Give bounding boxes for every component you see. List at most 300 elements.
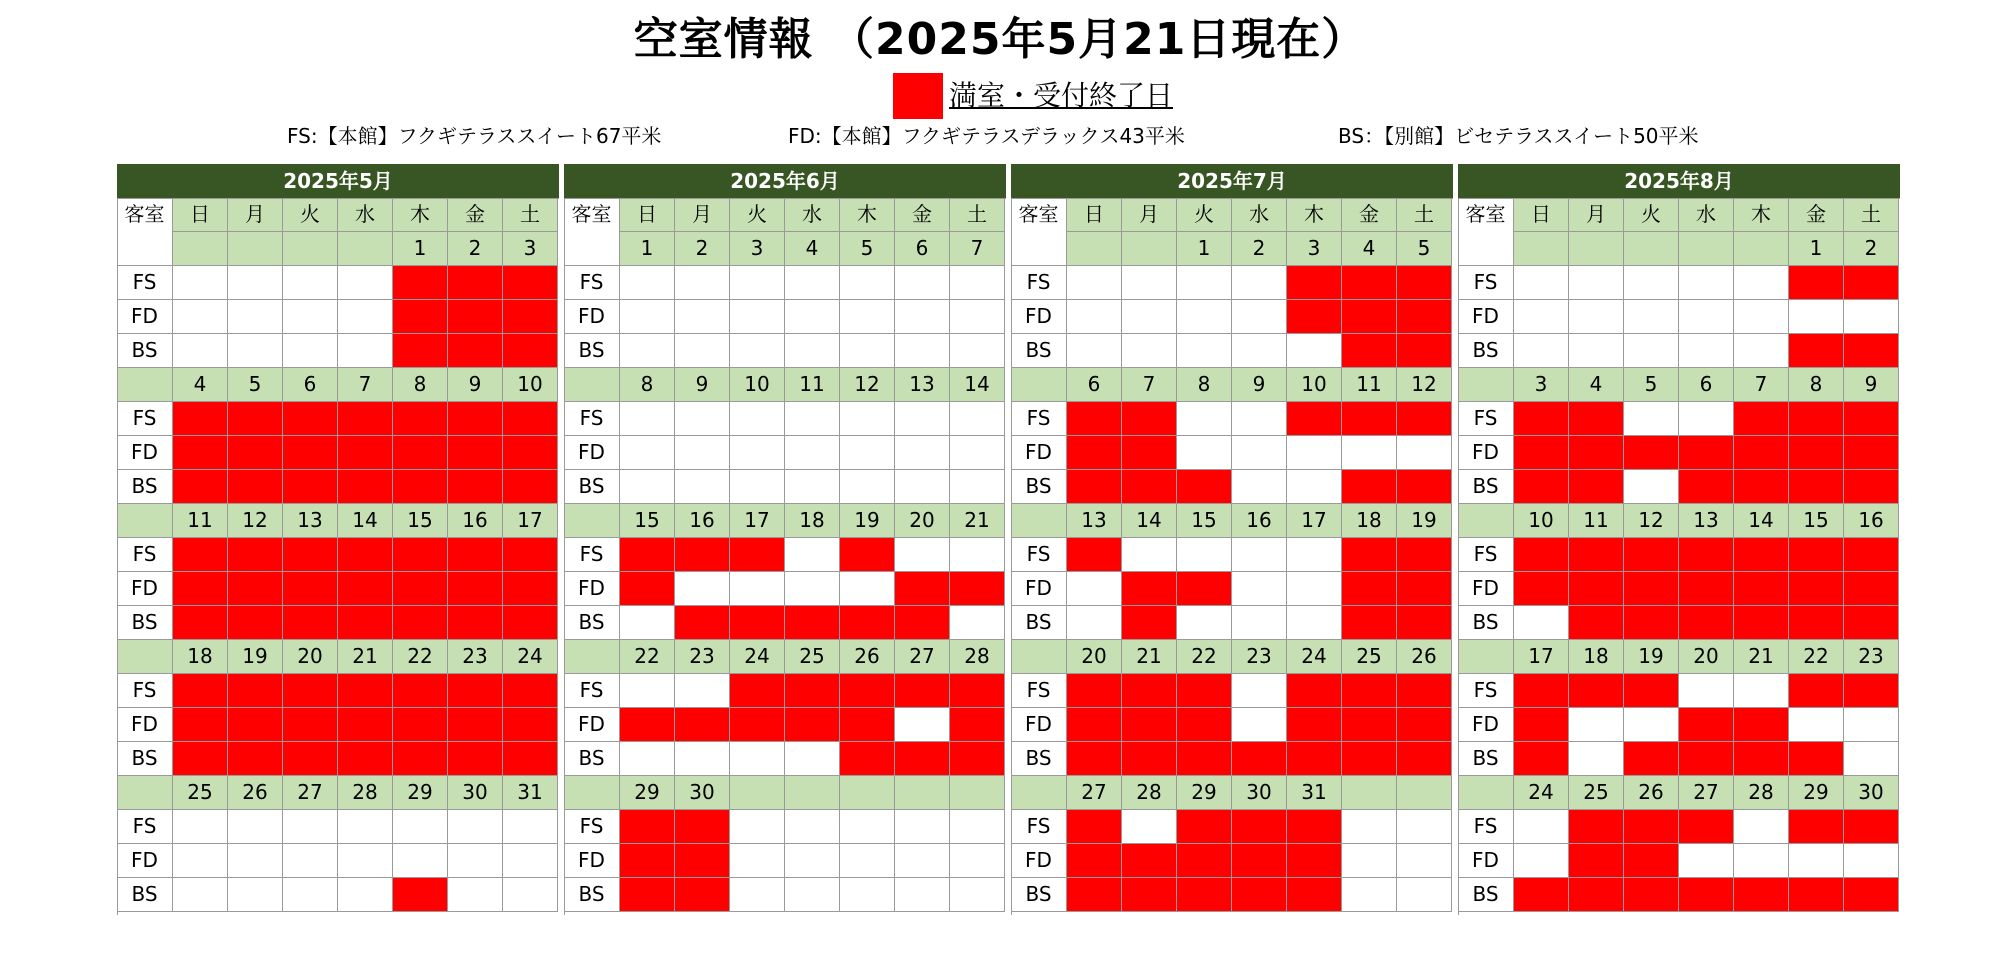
month-header: 2025年5月 — [117, 164, 559, 198]
room-full-cell — [1232, 810, 1287, 844]
date-cell: 22 — [1177, 640, 1232, 674]
room-full-cell — [448, 470, 503, 504]
room-full-cell — [1514, 708, 1569, 742]
room-available-cell — [393, 844, 448, 878]
room-full-cell — [228, 436, 283, 470]
date-cell: 27 — [1067, 776, 1122, 810]
room-definition-bs: BS：【別館】ビセテラススイート50平米 — [1338, 124, 1699, 148]
room-available-cell — [730, 436, 785, 470]
room-code-label: FD — [564, 844, 620, 878]
room-full-cell — [1067, 470, 1122, 504]
room-full-cell — [503, 606, 558, 640]
room-full-cell — [448, 742, 503, 776]
weekday-header: 水 — [785, 198, 840, 232]
room-full-cell — [393, 470, 448, 504]
weekday-header: 月 — [1569, 198, 1624, 232]
room-full-cell — [730, 538, 785, 572]
room-available-cell — [730, 334, 785, 368]
room-available-cell — [730, 572, 785, 606]
room-available-cell — [283, 810, 338, 844]
room-full-cell — [620, 538, 675, 572]
room-full-cell — [1122, 470, 1177, 504]
date-cell: 4 — [1569, 368, 1624, 402]
date-row-spacer — [117, 504, 173, 538]
room-code-label: FD — [117, 844, 173, 878]
weekday-header: 金 — [1789, 198, 1844, 232]
weekday-header: 日 — [1514, 198, 1569, 232]
room-available-cell — [895, 470, 950, 504]
date-cell — [1397, 776, 1452, 810]
room-full-cell — [283, 402, 338, 436]
room-full-cell — [338, 606, 393, 640]
room-code-label: FS — [564, 674, 620, 708]
room-full-cell — [338, 470, 393, 504]
room-full-cell — [675, 708, 730, 742]
date-cell: 25 — [1342, 640, 1397, 674]
room-full-cell — [1789, 436, 1844, 470]
room-full-cell — [620, 708, 675, 742]
room-available-cell — [1287, 572, 1342, 606]
room-available-cell — [840, 300, 895, 334]
room-available-cell — [895, 334, 950, 368]
room-full-cell — [1397, 300, 1452, 334]
room-code-label: BS — [1011, 470, 1067, 504]
room-full-cell — [448, 334, 503, 368]
room-full-cell — [1844, 470, 1899, 504]
room-available-cell — [675, 742, 730, 776]
room-available-cell — [620, 742, 675, 776]
room-full-cell — [1397, 402, 1452, 436]
room-full-cell — [1569, 470, 1624, 504]
room-full-cell — [1342, 300, 1397, 334]
room-full-cell — [1287, 810, 1342, 844]
date-cell: 3 — [1287, 232, 1342, 266]
room-available-cell — [620, 606, 675, 640]
room-available-cell — [620, 674, 675, 708]
room-full-cell — [338, 708, 393, 742]
room-full-cell — [173, 470, 228, 504]
room-full-cell — [895, 742, 950, 776]
room-full-cell — [1177, 844, 1232, 878]
room-full-cell — [503, 334, 558, 368]
room-full-cell — [1397, 708, 1452, 742]
room-full-cell — [1679, 436, 1734, 470]
room-full-cell — [1122, 436, 1177, 470]
date-cell: 30 — [1844, 776, 1899, 810]
room-full-cell — [173, 402, 228, 436]
date-cell: 10 — [1514, 504, 1569, 538]
room-full-cell — [1122, 844, 1177, 878]
room-full-cell — [1342, 606, 1397, 640]
weekday-header: 日 — [1067, 198, 1122, 232]
date-cell: 26 — [1397, 640, 1452, 674]
legend — [893, 73, 1173, 119]
room-full-cell — [393, 674, 448, 708]
room-full-cell — [730, 606, 785, 640]
room-available-cell — [228, 266, 283, 300]
room-available-cell — [338, 810, 393, 844]
room-available-cell — [895, 844, 950, 878]
room-full-cell — [173, 572, 228, 606]
date-cell: 1 — [620, 232, 675, 266]
date-cell: 15 — [393, 504, 448, 538]
date-cell: 19 — [228, 640, 283, 674]
room-full-cell — [1397, 742, 1452, 776]
date-cell: 15 — [1177, 504, 1232, 538]
weekday-header: 土 — [1844, 198, 1899, 232]
room-code-label: FS — [1458, 810, 1514, 844]
room-available-cell — [1397, 844, 1452, 878]
room-full-cell — [338, 538, 393, 572]
date-cell: 13 — [895, 368, 950, 402]
room-available-cell — [730, 402, 785, 436]
room-available-cell — [840, 436, 895, 470]
room-available-cell — [228, 810, 283, 844]
room-full-cell — [730, 708, 785, 742]
date-row-spacer — [1458, 640, 1514, 674]
room-available-cell — [895, 538, 950, 572]
room-full-cell — [448, 402, 503, 436]
room-available-cell — [173, 844, 228, 878]
room-available-cell — [1342, 436, 1397, 470]
room-available-cell — [675, 436, 730, 470]
room-full-cell — [1397, 266, 1452, 300]
room-available-cell — [950, 606, 1005, 640]
room-full-cell — [283, 674, 338, 708]
room-full-cell — [1177, 470, 1232, 504]
weekday-header: 月 — [675, 198, 730, 232]
room-available-cell — [895, 300, 950, 334]
room-full-cell — [228, 742, 283, 776]
room-available-cell — [730, 300, 785, 334]
room-full-cell — [448, 708, 503, 742]
date-row-spacer — [1458, 776, 1514, 810]
room-full-cell — [1844, 538, 1899, 572]
room-code-label: FD — [1011, 708, 1067, 742]
room-code-label: FD — [1458, 572, 1514, 606]
room-available-cell — [1232, 266, 1287, 300]
date-row-spacer — [1011, 504, 1067, 538]
date-cell: 18 — [1342, 504, 1397, 538]
date-cell: 8 — [1789, 368, 1844, 402]
room-full-cell — [1789, 334, 1844, 368]
room-full-cell — [1287, 878, 1342, 912]
room-available-cell — [1397, 436, 1452, 470]
date-cell: 11 — [785, 368, 840, 402]
date-cell: 2 — [1232, 232, 1287, 266]
room-full-cell — [393, 436, 448, 470]
room-available-cell — [1397, 878, 1452, 912]
date-cell: 8 — [1177, 368, 1232, 402]
room-full-cell — [1067, 436, 1122, 470]
room-available-cell — [1569, 708, 1624, 742]
room-available-cell — [950, 266, 1005, 300]
room-code-label: FD — [117, 572, 173, 606]
date-cell: 4 — [785, 232, 840, 266]
room-full-cell — [393, 266, 448, 300]
date-row-spacer — [1458, 368, 1514, 402]
room-available-cell — [1287, 334, 1342, 368]
room-full-cell — [895, 606, 950, 640]
room-available-cell — [1624, 708, 1679, 742]
room-available-cell — [503, 810, 558, 844]
date-cell: 23 — [1232, 640, 1287, 674]
room-available-cell — [173, 810, 228, 844]
date-row-spacer — [1011, 776, 1067, 810]
date-cell: 10 — [1287, 368, 1342, 402]
room-available-cell — [1177, 300, 1232, 334]
date-cell: 12 — [1624, 504, 1679, 538]
room-full-cell — [1734, 606, 1789, 640]
room-full-cell — [1624, 538, 1679, 572]
room-available-cell — [1232, 572, 1287, 606]
room-available-cell — [620, 436, 675, 470]
date-cell: 31 — [1287, 776, 1342, 810]
room-available-cell — [338, 266, 393, 300]
room-column-label: 客室 — [1458, 198, 1514, 266]
room-full-cell — [283, 606, 338, 640]
room-available-cell — [1067, 334, 1122, 368]
date-cell: 19 — [1624, 640, 1679, 674]
room-full-cell — [1287, 708, 1342, 742]
room-full-cell — [1789, 606, 1844, 640]
room-code-label: BS — [117, 606, 173, 640]
date-cell: 15 — [1789, 504, 1844, 538]
date-row-spacer — [564, 776, 620, 810]
date-cell: 28 — [1122, 776, 1177, 810]
date-cell — [730, 776, 785, 810]
room-code-label: BS — [117, 742, 173, 776]
date-row-spacer — [117, 776, 173, 810]
room-available-cell — [1067, 572, 1122, 606]
room-available-cell — [895, 436, 950, 470]
room-full-cell — [1067, 810, 1122, 844]
room-full-cell — [1514, 572, 1569, 606]
room-available-cell — [283, 878, 338, 912]
room-full-cell — [1287, 402, 1342, 436]
date-cell: 15 — [620, 504, 675, 538]
room-full-cell — [228, 572, 283, 606]
room-full-cell — [1122, 606, 1177, 640]
room-full-cell — [675, 606, 730, 640]
date-cell: 4 — [173, 368, 228, 402]
room-column-label: 客室 — [117, 198, 173, 266]
room-full-cell — [1624, 572, 1679, 606]
room-available-cell — [785, 810, 840, 844]
room-available-cell — [1067, 300, 1122, 334]
room-code-label: FD — [564, 436, 620, 470]
date-cell: 27 — [283, 776, 338, 810]
weekday-header: 火 — [1177, 198, 1232, 232]
date-cell: 8 — [393, 368, 448, 402]
room-full-cell — [1342, 538, 1397, 572]
room-available-cell — [675, 266, 730, 300]
room-code-label: FD — [1458, 844, 1514, 878]
room-full-cell — [1122, 878, 1177, 912]
room-available-cell — [785, 844, 840, 878]
room-available-cell — [1734, 844, 1789, 878]
date-cell — [338, 232, 393, 266]
date-cell: 25 — [173, 776, 228, 810]
room-full-cell — [173, 674, 228, 708]
room-code-label: BS — [564, 742, 620, 776]
room-full-cell — [1624, 810, 1679, 844]
room-available-cell — [1569, 266, 1624, 300]
date-cell: 14 — [1734, 504, 1789, 538]
room-full-cell — [448, 266, 503, 300]
room-available-cell — [1232, 300, 1287, 334]
weekday-header: 月 — [1122, 198, 1177, 232]
room-code-label: BS — [1458, 470, 1514, 504]
room-full-cell — [1844, 436, 1899, 470]
room-available-cell — [338, 334, 393, 368]
room-full-cell — [1514, 470, 1569, 504]
room-available-cell — [1679, 300, 1734, 334]
room-available-cell — [950, 844, 1005, 878]
date-cell: 14 — [1122, 504, 1177, 538]
room-full-cell — [448, 436, 503, 470]
date-cell: 16 — [1844, 504, 1899, 538]
room-full-cell — [1569, 572, 1624, 606]
room-full-cell — [1067, 844, 1122, 878]
room-full-cell — [1844, 402, 1899, 436]
room-code-label: FD — [1011, 300, 1067, 334]
room-available-cell — [730, 470, 785, 504]
room-available-cell — [1122, 334, 1177, 368]
room-available-cell — [1177, 334, 1232, 368]
room-available-cell — [1624, 266, 1679, 300]
date-cell: 10 — [730, 368, 785, 402]
room-full-cell — [1397, 470, 1452, 504]
date-cell: 23 — [675, 640, 730, 674]
date-cell: 14 — [950, 368, 1005, 402]
room-available-cell — [1232, 606, 1287, 640]
date-cell: 18 — [785, 504, 840, 538]
date-cell: 27 — [1679, 776, 1734, 810]
room-available-cell — [895, 708, 950, 742]
date-cell: 10 — [503, 368, 558, 402]
date-cell: 16 — [675, 504, 730, 538]
room-full-cell — [1789, 742, 1844, 776]
room-available-cell — [1844, 742, 1899, 776]
room-available-cell — [1232, 334, 1287, 368]
room-available-cell — [173, 266, 228, 300]
date-cell: 23 — [448, 640, 503, 674]
room-full-cell — [675, 810, 730, 844]
room-code-label: FS — [117, 266, 173, 300]
room-full-cell — [1624, 878, 1679, 912]
room-available-cell — [840, 844, 895, 878]
room-available-cell — [448, 878, 503, 912]
date-cell: 5 — [1624, 368, 1679, 402]
room-full-cell — [1789, 470, 1844, 504]
room-full-cell — [1122, 674, 1177, 708]
room-full-cell — [1397, 572, 1452, 606]
room-full-cell — [1122, 402, 1177, 436]
room-full-cell — [173, 538, 228, 572]
room-code-label: FD — [1458, 436, 1514, 470]
room-full-cell — [173, 436, 228, 470]
room-code-label: FD — [117, 708, 173, 742]
room-available-cell — [785, 572, 840, 606]
month-header: 2025年8月 — [1458, 164, 1900, 198]
room-full-cell — [393, 708, 448, 742]
legend-label: 満室・受付終了日 — [949, 79, 1174, 112]
room-full-cell — [1287, 674, 1342, 708]
room-available-cell — [338, 844, 393, 878]
room-full-cell — [1569, 606, 1624, 640]
room-available-cell — [950, 810, 1005, 844]
room-available-cell — [620, 470, 675, 504]
date-cell: 17 — [730, 504, 785, 538]
date-row-spacer — [564, 368, 620, 402]
room-full-cell — [1789, 810, 1844, 844]
room-available-cell — [1122, 538, 1177, 572]
room-code-label: FS — [117, 674, 173, 708]
room-full-cell — [448, 572, 503, 606]
room-full-cell — [338, 742, 393, 776]
room-available-cell — [1679, 402, 1734, 436]
weekday-header: 水 — [1679, 198, 1734, 232]
room-full-cell — [1624, 674, 1679, 708]
room-full-cell — [228, 402, 283, 436]
room-full-cell — [1067, 742, 1122, 776]
room-full-cell — [730, 674, 785, 708]
room-available-cell — [785, 436, 840, 470]
room-code-label: FS — [1011, 538, 1067, 572]
room-full-cell — [1514, 674, 1569, 708]
room-available-cell — [1734, 300, 1789, 334]
room-available-cell — [895, 878, 950, 912]
room-full-cell — [785, 708, 840, 742]
room-full-cell — [393, 538, 448, 572]
room-full-cell — [503, 674, 558, 708]
room-available-cell — [785, 538, 840, 572]
room-available-cell — [1177, 606, 1232, 640]
room-full-cell — [1514, 402, 1569, 436]
room-available-cell — [1679, 844, 1734, 878]
date-cell — [895, 776, 950, 810]
room-available-cell — [1287, 538, 1342, 572]
date-cell: 22 — [1789, 640, 1844, 674]
room-full-cell — [338, 436, 393, 470]
room-full-cell — [1734, 436, 1789, 470]
room-full-cell — [1569, 538, 1624, 572]
room-full-cell — [1624, 436, 1679, 470]
room-available-cell — [840, 572, 895, 606]
room-available-cell — [785, 402, 840, 436]
weekday-header: 土 — [1397, 198, 1452, 232]
room-full-cell — [1679, 470, 1734, 504]
month-header: 2025年7月 — [1011, 164, 1453, 198]
weekday-header: 木 — [1287, 198, 1342, 232]
room-available-cell — [1514, 300, 1569, 334]
room-full-cell — [338, 572, 393, 606]
room-available-cell — [393, 810, 448, 844]
room-full-cell — [503, 300, 558, 334]
room-available-cell — [1514, 844, 1569, 878]
room-code-label: FS — [117, 402, 173, 436]
room-code-label: BS — [1011, 334, 1067, 368]
room-available-cell — [338, 878, 393, 912]
room-available-cell — [785, 334, 840, 368]
room-full-cell — [1287, 742, 1342, 776]
room-available-cell — [1232, 674, 1287, 708]
room-available-cell — [1232, 470, 1287, 504]
room-available-cell — [1514, 606, 1569, 640]
room-full-cell — [393, 334, 448, 368]
weekday-header: 金 — [1342, 198, 1397, 232]
